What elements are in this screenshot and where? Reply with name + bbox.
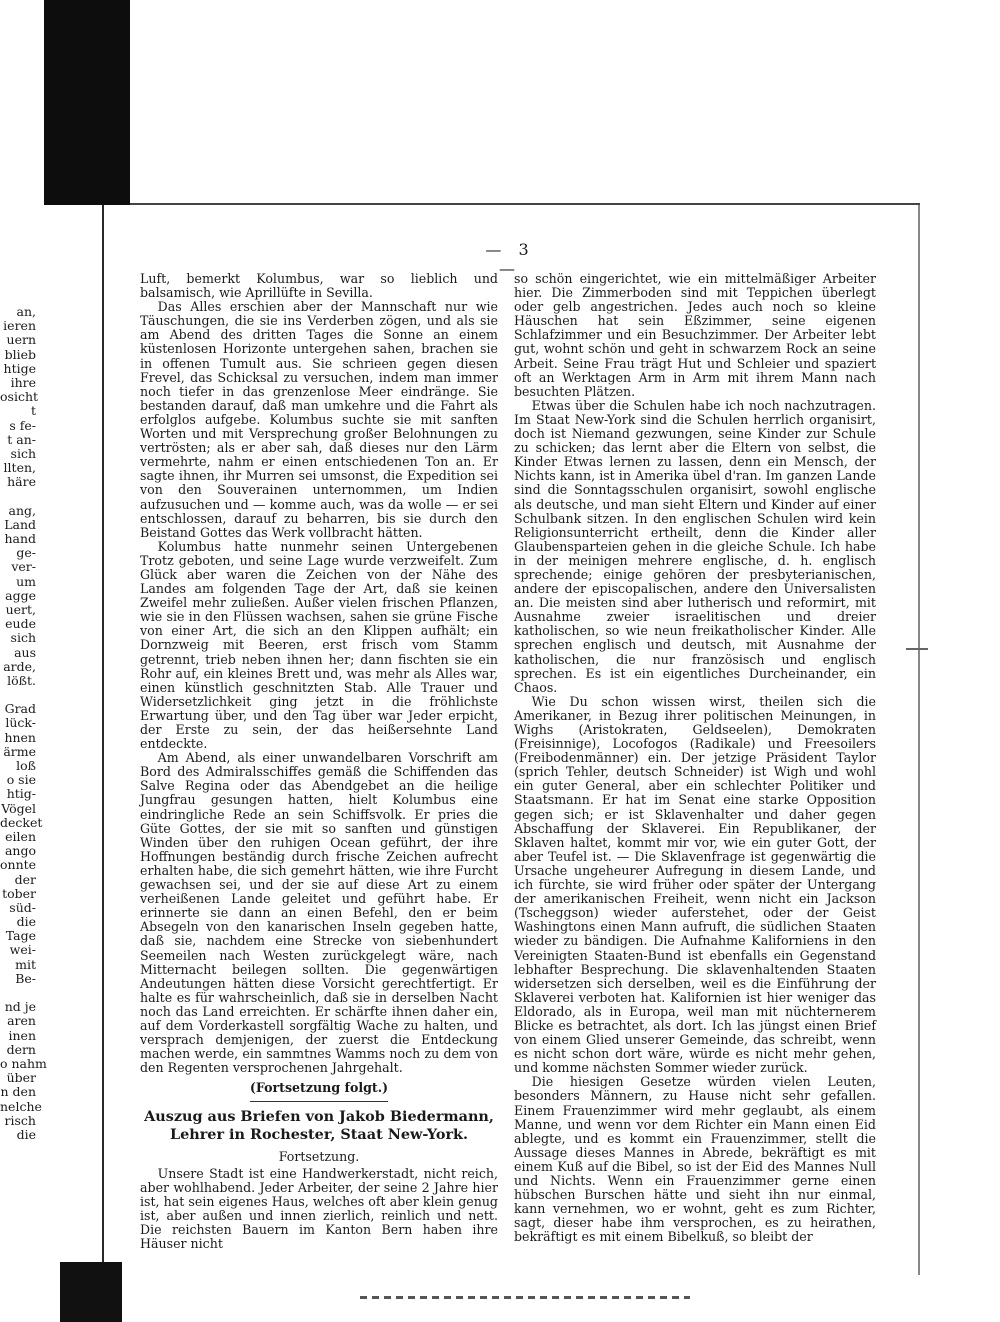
fragment-line: t <box>30 403 36 419</box>
fragment-line: hand <box>4 531 36 546</box>
paragraph: Kolumbus hatte nunmehr seinen Untergebenen Trotz geboten, und seine Lage wurde verzweifelt. Zum Glück aber waren die Zeichen von der Nähe des Landes am folgenden Tage der Art, daß sie keinen Zweifel mehr zuließen. Außer vielen frischen Pflanzen, wie sie in den Flüssen wachsen, sahen sie grüne Fische von einer Art, die sich an den Klippen aufhält; ein Dornzweig mit Beeren, erst frisch vom Stamm getrennt, trieb neben ihnen her; dann fischten sie ein Rohr auf, ein kleines Brett und, was mehr als Alles war, einen künstlich geschnitzten Stab. Alle Trauer und Widersetzlichkeit ging jetzt in die fröhlichste Erwartung über, und den Tag über war Jeder erpicht, der Erste zu sein, der das heißersehnte Land entdeckte. <box>140 538 498 752</box>
fragment-line: llten, <box>3 460 36 476</box>
fragment-line <box>0 688 36 702</box>
fragment-line: uern <box>6 332 36 348</box>
binding-shadow-bottom <box>60 1262 122 1322</box>
page-fold-line <box>102 205 104 1322</box>
fragment-line: der <box>14 871 36 887</box>
previous-page-fragments <box>0 304 47 1142</box>
binding-shadow <box>44 0 130 205</box>
fragment-line: aus <box>14 644 36 660</box>
paragraph: Etwas über die Schulen habe ich noch nachzutragen. Im Staat New-York sind die Schulen herrlich organisirt, doch ist Niemand gezwungen, seine Kinder zur Schule zu schicken; das lernt aber die Eltern von selbst, die Kinder Etwas lernen zu lassen, denn ein Mensch, der Nichts kann, ist in Amerika übel d'ran. Im ganzen Lande sind die Sonntagsschulen organisirt, sowohl englische als deutsche, und man sieht Eltern und Kinder auf einer Schulbank sitzen. In den englischen Schulen wird kein Religionsunterricht ertheilt, denn die Kinder aller Glaubensparteien gehen in die gleiche Schule. Ich habe in der meinigen mehrere englische, d. h. englisch sprechende; einige gehören der presbyterianischen, andere der episcopalischen, andere den Universalisten an. Die meisten sind aber lutherisch und reformirt, mit Ausnahme zweier israelitischen und dreier katholischen, so wie neun freikatholischer Kinder. Alle sprechen englisch und deutsch, mit Ausnahme der katholischen, die nur französisch und englisch sprechen. Es ist ein eigentliches Durcheinander, ein Chaos. <box>514 397 876 695</box>
fragment-line: um <box>16 573 36 589</box>
fragment-line: onnte <box>0 857 37 873</box>
fragment-line: t an- <box>7 431 36 447</box>
fragment-line: ver- <box>11 559 36 575</box>
fragment-line: o nahm <box>0 1055 47 1071</box>
fragment-line: htige <box>3 360 36 376</box>
fragment-line: Land <box>4 516 36 532</box>
fragment-line: Be- <box>15 970 36 986</box>
fragment-line: arde, <box>3 658 36 674</box>
fragment-line: süd- <box>9 899 36 915</box>
fragment-line: an, <box>16 304 36 319</box>
fragment-line: wei- <box>9 942 36 958</box>
fragment-line: sich <box>10 445 36 461</box>
section-divider <box>250 1101 388 1102</box>
page-number: — 3 — <box>485 240 535 278</box>
fragment-line: agge <box>5 587 36 603</box>
fragment-line: blieb <box>4 346 36 362</box>
fragment-line: ieren <box>3 318 36 334</box>
fragment-line: sich <box>10 630 36 646</box>
fragment-line: decket <box>0 814 43 830</box>
fragment-line: lößt. <box>7 672 36 688</box>
fragment-line: htig- <box>6 786 36 802</box>
fragment-line: loß <box>16 758 36 773</box>
fragment-line: n den <box>0 1084 36 1100</box>
page-right-edge <box>918 205 920 1275</box>
fragment-line: häre <box>7 474 36 490</box>
fragment-line <box>0 986 36 1000</box>
fragment-line: die <box>16 1126 36 1142</box>
paragraph: Wie Du schon wissen wirst, theilen sich die Amerikaner, in Bezug ihrer politischen Meinungen, in Wighs (Aristokraten, Geldseelen), Demokraten (Freisinnige), Locofogos (Radikale) und Freesoilers (Freibodenmänner) ein. Der jetzige Präsident Taylor (sprich Tehler, deutsch Schneider) ist Wigh und wohl ein guter General, aber ein schlechter Politiker und Staatsmann. Er hat im Senat eine starke Opposition gegen sich; er ist Sklavenhalter und daher gegen Abschaffung der Sklaverei. Ein Republikaner, der Sklaven haltet, kommt mir vor, wie ein guter Gott, der aber Teufel ist. — Die Sklavenfrage ist gegenwärtig die Ursache ungeheurer Aufregung in diesem Lande, und ich fürchte, sie wird früher oder später der Untergang der amerikanischen Freiheit, wenn nicht ein Jackson (Tscheggson) wieder auferstehet, oder der Geist Washingtons einen Mann aufruft, die südlichen Staaten wieder zu bändigen. Die Aufnahme Kaliforniens in den Vereinigten Staaten-Bund ist ebenfalls ein Gegenstand lebhafter Besprechung. Die sklavenhaltenden Staaten widersetzen sich derselben, weil es die Einführung der Sklaverei verboten hat. Kalifornien ist hier weniger das Eldorado, als in Europa, weil man mit nüchternerem Blicke es betrachtet, als dort. Ich las jüngst einen Brief von einem Glied unserer Gemeinde, das schreibt, wenn es nicht schon dort wäre, würde es nicht mehr gehen, und komme nächsten Sommer wieder zurück. <box>514 693 876 1076</box>
right-column <box>514 272 876 1244</box>
fragment-line: ihre <box>10 374 36 390</box>
fragment-line: über <box>6 1070 36 1086</box>
paragraph: Das Alles erschien aber der Mannschaft nur wie Täuschungen, die sie ins Verderben zögen, und als sie am Abend des dritten Tages die Sonne an einem küstenlosen Horizonte untergehen sahen, brachen sie in offenen Tumult aus. Sie schrieen gegen diesen Frevel, das Schicksal zu versuchen, indem man immer noch tiefer in das grenzenlose Meer eindränge. Sie bestanden darauf, daß man umkehre und die Fahrt als erfolglos aufgebe. Kolumbus suchte sie mit sanften Worten und mit Versprechung großer Belohnungen zu vertrösten; als er aber sah, daß dieses nur den Lärm vermehrte, nahm er einen entschiedenen Ton an. Er sagte ihnen, ihr Murren sei umsonst, die Expedition sei von den Souverainen unternommen, um Indien aufzusuchen und — komme auch, was da wolle — er sei entschlossen, darauf zu beharren, bis sie durch den Beistand Gottes das Werk vollbracht hätten. <box>140 299 498 540</box>
fragment-line: s fe- <box>9 417 36 433</box>
fragment-line <box>0 489 36 503</box>
bottom-scan-noise <box>360 1296 690 1299</box>
fragment-line: uert, <box>5 601 36 617</box>
article-heading: Auszug aus Briefen von Jakob Biedermann, Lehrer in Rochester, Staat New-York. <box>144 1108 494 1144</box>
continued-label: Fortsetzung. <box>278 1149 360 1165</box>
fragment-line: mit <box>15 956 36 972</box>
fragment-line: nelche <box>0 1098 42 1114</box>
fragment-line: nd je <box>4 999 36 1015</box>
paragraph: Luft, bemerkt Kolumbus, war so lieblich und balsamisch, wie Aprillüfte in Sevilla. <box>140 271 498 301</box>
fragment-line: ang, <box>8 502 36 518</box>
paragraph: Unsere Stadt ist eine Handwerkerstadt, nicht reich, aber wohlhabend. Jeder Arbeiter, der seine 2 Jahre hier ist, hat sein eigenes Haus, welches oft aber klein genug ist, aber außen und innen zierlich, reinlich und nett. Die reichsten Bauern im Kanton Bern haben ihre Häuser nicht <box>140 1165 498 1251</box>
fragment-line: hnen <box>4 729 36 745</box>
fragment-line: Tage <box>5 928 36 944</box>
continuation-note: (Fortsetzung folgt.) <box>249 1080 389 1096</box>
fragment-line: tober <box>2 885 36 901</box>
fragment-line: ango <box>4 843 36 859</box>
margin-mark <box>906 648 928 650</box>
fragment-line: ärme <box>3 743 36 759</box>
left-column <box>140 272 498 1251</box>
fragment-line: aren <box>7 1013 36 1029</box>
fragment-line: Vögel <box>1 800 36 816</box>
page-top-edge <box>130 203 920 205</box>
paragraph: Am Abend, als einer unwandelbaren Vorschrift am Bord des Admiralsschiffes gemäß die Schiffenden das Salve Regina oder das Abendgebet an die heilige Jungfrau gesungen hatten, hielt Kolumbus eine eindringliche Rede an sein Schiffsvolk. Er pries die Güte Gottes, der sie mit so sanften und günstigen Winden über den ruhigen Ocean geführt, der ihre Hoffnungen beständig durch frische Zeichen aufrecht erhalten habe, die sich gemehrt hätten, wie ihre Furcht gewachsen sei, und der sie auf diese Art zu einem verheißenen Lande geleitet und geführt habe. Er erinnerte sie dann an einen Befehl, den er beim Absegeln von den kanarischen Inseln gegeben hatte, daß sie, nachdem eine Strecke von siebenhundert Seemeilen nach Westen zurückgelegt wäre, nach Mitternacht beilegen sollten. Die gegenwärtigen Andeutungen hätten diese Vorsicht gerechtfertigt. Er halte es für wahrscheinlich, daß sie in derselben Nacht noch das Land erreichten. Er schärfte ihnen daher ein, auf dem Vorderkastell sorgfältig Wache zu halten, und versprach demjenigen, der zuerst die Entdeckung machen werde, ein sammtnes Wamms noch zu dem von den Regenten versprochenen Jahrgehalt. <box>140 750 498 1076</box>
fragment-line: lück- <box>5 715 36 731</box>
fragment-line: inen <box>8 1027 36 1043</box>
fragment-line: dern <box>6 1041 36 1057</box>
paragraph: so schön eingerichtet, wie ein mittelmäßiger Arbeiter hier. Die Zimmerboden sind mit Teppichen überlegt oder gelb angestrichen. Jedes auch noch so kleine Häuschen hat sein Eßzimmer, seine eigenen Schlafzimmer und ein Besuchzimmer. Der Arbeiter lebt gut, wohnt schön und geht in schwarzem Rock an seine Arbeit. Seine Frau trägt Hut und Schleier und spaziert oft an Werktagen Arm in Arm mit ihrem Mann nach besuchten Plätzen. <box>514 271 876 399</box>
fragment-line: eilen <box>5 828 36 844</box>
fragment-line: die <box>16 914 36 930</box>
paragraph: Die hiesigen Gesetze würden vielen Leuten, besonders Männern, zu Hause nicht sehr gefallen. Einem Frauenzimmer wird mehr geglaubt, als einem Manne, und wenn vor dem Richter ein Mann einen Eid ablegte, und es kommt ein Frauenzimmer, stellt die Aussage dieses Mannes in Abrede, bekräftigt es mit einem Kuß auf die Bibel, so ist der Eid des Mannes Null und Nichts. Wenn ein Frauenzimmer gerne einen hübschen Burschen hätte und sieht ihn nur einmal, kann vernehmen, wo er wohnt, geht es zum Richter, sagt, dieser habe ihm versprochen, es zu heirathen, bekräftigt es mit einem Bibelkuß, so bleibt der <box>514 1074 876 1245</box>
fragment-line: ge- <box>16 545 36 561</box>
fragment-line: osicht <box>0 389 39 405</box>
fragment-line: eude <box>5 616 36 632</box>
fragment-line: risch <box>4 1112 36 1128</box>
fragment-line: Grad <box>4 701 36 717</box>
fragment-line: o sie <box>6 772 36 788</box>
